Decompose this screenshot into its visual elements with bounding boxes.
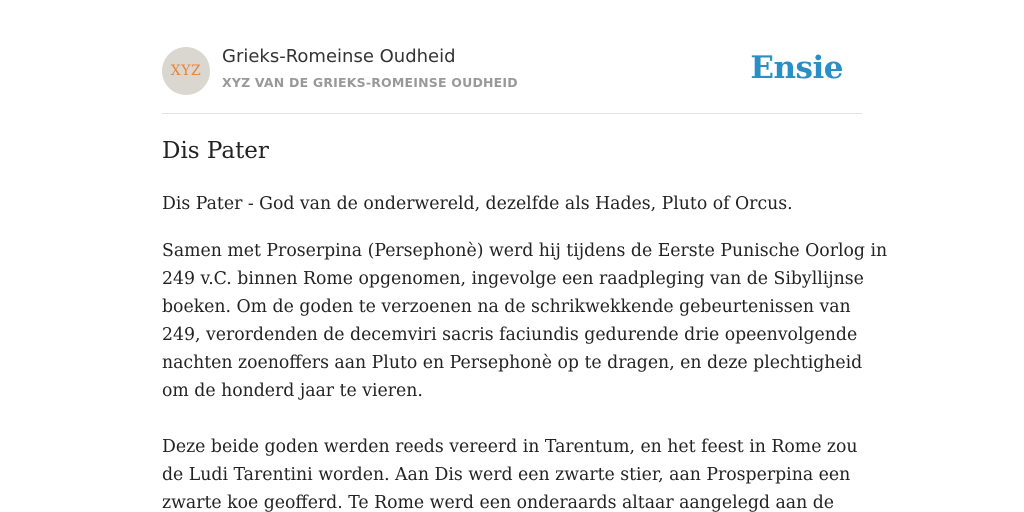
paragraph-line: nachten zoenoffers aan Pluto en Persephonè op te dragen, en deze plechtigheid [162, 353, 863, 373]
paragraph-gap [162, 405, 862, 433]
content-container [162, 0, 888, 512]
paragraph-line: om de honderd jaar te vieren. [162, 381, 423, 401]
paragraph-line: zwarte koe geofferd. Te Rome werd een onderaards altaar aangelegd aan de [162, 493, 834, 512]
paragraph-line: Samen met Proserpina (Persephonè) werd hij tijdens de Eerste Punische Oorlog in [162, 241, 888, 261]
avatar[interactable]: XYZ [162, 47, 210, 95]
paragraph-line: de Ludi Tarentini worden. Aan Dis werd een zwarte stier, aan Prosperpina een [162, 465, 851, 485]
site-subtitle[interactable]: XYZ VAN DE GRIEKS-ROMEINSE OUDHEID [222, 75, 518, 90]
paragraph-line: boeken. Om de goden te verzoenen na de schrikwekkende gebeurtenissen van [162, 297, 851, 317]
brand-logo-link[interactable]: Ensie [750, 50, 843, 86]
paragraph-line: 249, verordenden de decemviri sacris faciundis gedurende drie opeenvolgende [162, 325, 858, 345]
paragraph-line: Deze beide goden werden reeds vereerd in Tarentum, en het feest in Rome zou [162, 437, 858, 457]
article-title: Dis Pater [162, 138, 269, 164]
paragraph-line: 249 v.C. binnen Rome opgenomen, ingevolge een raadpleging van de Sibyllijnse [162, 269, 864, 289]
site-title[interactable]: Grieks-Romeinse Oudheid [222, 46, 456, 67]
article-lead: Dis Pater - God van de onderwereld, dezelfde als Hades, Pluto of Orcus. [162, 194, 793, 214]
article-body [162, 237, 888, 512]
site-header [162, 0, 862, 114]
